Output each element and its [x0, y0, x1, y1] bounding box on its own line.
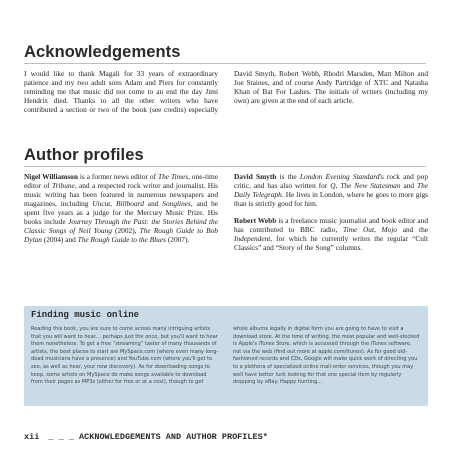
- profile-text: and: [143, 199, 163, 209]
- author-profile-david: [234, 172, 428, 208]
- box-text: Reading this book, you are sure to come across many intriguing artists that you will want to hear… perhaps just the once, but you'll want to hear them nonetheless. To get a free “streaming” taster of many thousands of artists, the best places to start are MySpace.com (where even many long-dead musicians have a presence) and YouTube.com (where you'll get to see, as well as hear, your new discovery). As for downloading songs to keep, some artists on MySpace do make songs available to download from their pages as MP3s (either for free or at a cost), though to get whole albums legally in digital form you are going to have to visit a download store. At the time of writing, the most popular and well-stocked is Apple's iTunes Store, which is accessed through the iTunes software, not via the web (find out more at apple.com/itunes). As for good old-fashioned records and CDs, Google will make quick work of directing you to a plethora of specialized online mail-order services, though you may well have better luck looking for that one special item by regularly dropping by eBay. Happy hunting…: [31, 326, 420, 386]
- finding-music-online-box: [24, 306, 428, 406]
- author-profiles-body: [24, 172, 428, 252]
- page-footer: [24, 432, 268, 442]
- publication-title: Independent: [234, 234, 271, 244]
- heading-rule: [24, 63, 426, 64]
- box-title: Finding music online: [31, 310, 140, 320]
- acknowledgements-text: I would like to thank Magali for 33 years of extraordinary patience and my two adult sons Adam and Piers for constantly reminding me that music did not come to an end the day Jimi Hendrix died. Thanks to all the other writers who have contributed a section or two of the book (see credits) especially David Smyth, Robert Webb, Rhodri Marsden, Matt Milton and Joe Staines, and of course Andy Partridge of XTC and Natasha Khan of Bat For Lashes. The initials of writers (including my own) are given at the end of each article.: [24, 69, 428, 115]
- footer-section-title: ACKNOWLEDGEMENTS AND AUTHOR PROFILES: [79, 432, 263, 442]
- author-profiles-heading: Author profiles: [24, 146, 144, 164]
- publication-title: Q: [330, 181, 336, 191]
- publication-title: The Times: [158, 172, 189, 181]
- profile-text: (2007).: [165, 235, 190, 245]
- book-title: Journey Through the Past: the Stories Behind the Classic Songs of Neil Young: [24, 217, 218, 236]
- profile-text: is a former news editor of: [77, 172, 158, 181]
- profile-text: is the: [276, 172, 300, 181]
- profile-text: ,: [110, 199, 117, 209]
- book-title: The Rough Guide to the Blues: [77, 235, 166, 245]
- publication-title: Mojo: [381, 225, 398, 235]
- box-body: [31, 326, 421, 387]
- page-number: xii: [24, 432, 40, 442]
- footer-dashes: _ _ _: [48, 432, 74, 442]
- acknowledgements-heading: Acknowledgements: [24, 43, 181, 61]
- profile-text: , and he spent five years as a judge for the Mercury Music Prize. His books include: [24, 199, 219, 227]
- publication-title: Tribune: [51, 181, 75, 191]
- publication-title: Time Out: [343, 225, 375, 235]
- profile-text: (2002),: [111, 226, 140, 236]
- author-profile-nigel: [24, 172, 218, 244]
- profile-text: ,: [374, 225, 382, 235]
- author-profile-robert: [234, 216, 428, 252]
- book-title: The Rough Guide to Bob Dylan: [24, 226, 218, 245]
- profile-text: (2004) and: [41, 235, 78, 245]
- profile-text: . He lives in London, where he goes to more gigs than is strictly good for him.: [234, 190, 428, 209]
- publication-title: Uncut: [92, 199, 111, 209]
- profile-text: 's rock and pop critic, and has also written for: [234, 172, 428, 191]
- profile-text: is a freelance music journalist and book editor and has contributed to BBC radio,: [234, 216, 428, 235]
- author-name: Nigel Williamson: [24, 172, 78, 181]
- publication-title: The New Statesman: [340, 181, 401, 191]
- publication-title: Songlines: [162, 199, 191, 209]
- profile-text: , and a respected rock writer and journalist. His music writing has been featured in numerous newspapers and magazines, including: [24, 181, 219, 209]
- profile-text: , for which he currently writes the regular “Cult Classics” and “Story of the Song” columns.: [234, 234, 428, 253]
- author-name: David Smyth: [234, 172, 277, 181]
- profile-text: and: [400, 181, 418, 191]
- profile-text: and the: [397, 225, 429, 235]
- acknowledgements-body: [24, 69, 428, 114]
- profile-text: , one-time editor of: [24, 172, 218, 191]
- publication-title: Billboard: [116, 199, 144, 209]
- publication-title: The Daily Telegraph: [234, 181, 429, 200]
- profile-text: ,: [335, 181, 341, 191]
- author-name: Robert Webb: [234, 216, 277, 226]
- footer-mark: *: [262, 432, 268, 442]
- publication-title: London Evening Standard: [299, 172, 380, 181]
- heading-rule: [24, 166, 426, 167]
